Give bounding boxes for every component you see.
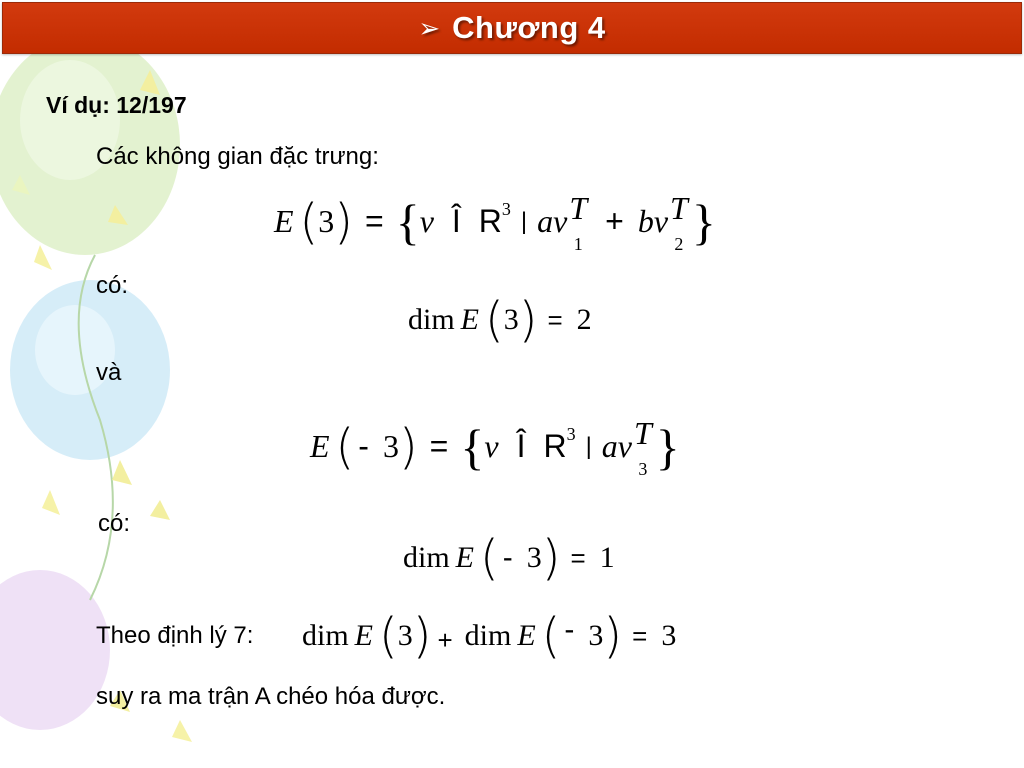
eq2-minus: - [358, 428, 369, 464]
dimension-equation-3: dim E ( 3 ) = 2 [408, 292, 592, 348]
eq2-E: E [310, 428, 330, 464]
eq1-plus: + [605, 203, 624, 239]
dim1-arg: 3 [503, 303, 519, 336]
sum-plus: + [437, 624, 453, 655]
eq1-E: E [274, 203, 294, 239]
eq1-R: R [478, 203, 502, 239]
eq2-equals: = [429, 428, 449, 464]
dimension-equation-minus3: dim E ( - 3 ) = 1 [403, 530, 615, 586]
eq1-bar: | [520, 207, 528, 235]
dimension-sum-equation: dim E ( 3 ) + dim E ( - 3 ) = 3 [302, 608, 677, 664]
dim1-equals: = [547, 304, 563, 335]
dim1-E: E [460, 303, 479, 336]
eq1-exp: 3 [501, 199, 511, 219]
eq1-T2: T [670, 190, 688, 226]
eq2-arg: 3 [382, 428, 399, 464]
co-label-1: có: [96, 272, 129, 299]
co-label-2: có: [98, 510, 131, 537]
slide-title-bar [2, 2, 1022, 54]
arrow-bullet-icon: ➢ [418, 12, 441, 43]
eq1-sub2: 2 [674, 234, 684, 254]
theorem-label: Theo định lý 7: [96, 622, 254, 649]
dim2-E: E [455, 541, 474, 574]
sum-dim-2: dim [464, 619, 512, 652]
eq2-T: T [634, 415, 652, 451]
eq1-in: Î [451, 203, 461, 239]
eq2-av: av [601, 428, 632, 464]
eq1-av: av [537, 203, 568, 239]
confetti [172, 720, 192, 742]
eigenspace-equation-3: E ( 3 ) = { v Î R 3 | av T 1 + bv T 2 } [274, 190, 716, 254]
sum-arg-1: 3 [397, 619, 413, 652]
sum-equals: = [632, 620, 648, 651]
dim1-val: 2 [576, 303, 592, 336]
conclusion-text: suy ra ma trận A chéo hóa được. [96, 683, 446, 710]
example-label: Ví dụ: 12/197 [46, 92, 187, 118]
confetti [42, 490, 60, 515]
dim2-minus: - [502, 541, 513, 574]
dim2-equals: = [570, 542, 586, 573]
va-label: và [96, 359, 122, 386]
eq1-T1: T [569, 190, 588, 226]
sum-E-2: E [517, 619, 536, 652]
sum-arg-2: 3 [588, 619, 604, 652]
dim1-dim: dim [408, 303, 455, 336]
sum-E-1: E [354, 619, 373, 652]
sum-dim-1: dim [302, 619, 349, 652]
eq2-in: Î [516, 428, 526, 464]
eq1-arg: 3 [318, 203, 335, 239]
eq2-sub3: 3 [638, 459, 648, 479]
confetti [34, 245, 52, 270]
dim2-dim: dim [403, 541, 450, 574]
eq1-equals: = [365, 203, 384, 239]
eq2-bar: | [585, 432, 592, 460]
dim2-arg: 3 [526, 541, 542, 574]
eq1-v: v [419, 203, 434, 239]
intro-text: Các không gian đặc trưng: [96, 143, 379, 170]
confetti [112, 460, 132, 485]
eq1-sub1: 1 [573, 234, 583, 254]
eq2-exp: 3 [566, 424, 576, 444]
dim2-val: 1 [599, 541, 615, 574]
eq1-bv: bv [637, 203, 669, 239]
eq2-R: R [543, 428, 567, 464]
eigenspace-equation-minus3: E ( - 3 ) = { v Î R 3 | av T 3 } [310, 415, 680, 479]
slide-title: Chương 4 [452, 10, 606, 45]
sum-minus: - [564, 613, 575, 646]
eq2-v: v [484, 428, 499, 464]
confetti [150, 500, 170, 520]
sum-val: 3 [661, 619, 677, 652]
